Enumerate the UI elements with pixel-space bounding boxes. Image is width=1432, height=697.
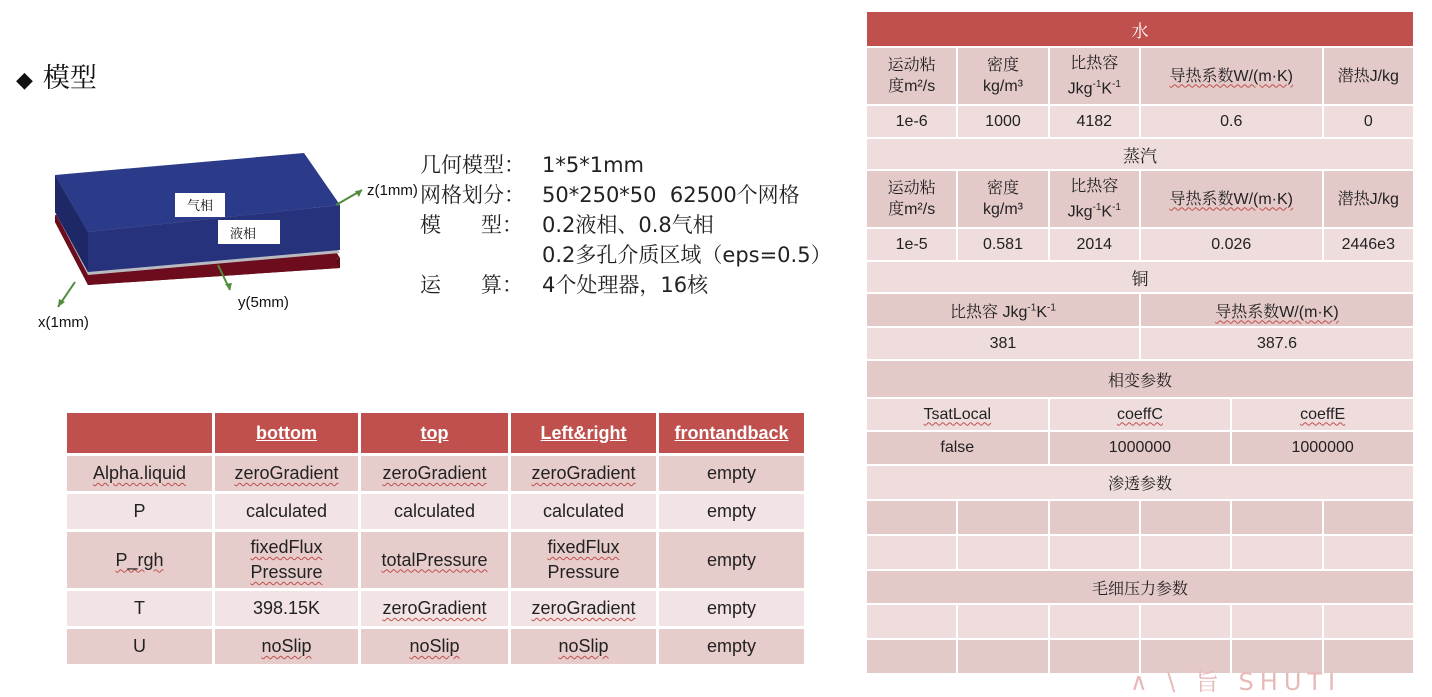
page-title-text: 模型	[42, 63, 97, 94]
blank-cell	[957, 604, 1048, 639]
blank-cell	[1231, 500, 1322, 535]
permeability-blank-row	[866, 535, 1414, 570]
phase-col-coeffe: coeffE	[1300, 405, 1346, 423]
vapor-col-cp-1: 比热容	[1070, 177, 1119, 195]
blank-cell	[866, 604, 957, 639]
info-model-row	[420, 210, 832, 240]
vapor-col-latent: 潜热J/kg	[1323, 170, 1414, 228]
cell-bottom: zeroGradient	[234, 463, 339, 483]
water-header-row	[866, 11, 1414, 47]
info-calc-value: 4个处理器，16核	[542, 273, 709, 297]
info-mesh-value: 50*250*50 62500个网格	[542, 183, 800, 207]
water-density: 1000	[957, 105, 1048, 138]
y-axis-label: y(5mm)	[238, 294, 289, 311]
material-properties-table	[865, 10, 1415, 675]
cell-name: P_rgh	[115, 549, 164, 570]
cell-top: noSlip	[409, 636, 460, 656]
vapor-title: 蒸汽	[866, 138, 1414, 170]
phase-tsat: false	[866, 431, 1049, 465]
copper-label-row: 比热容 $Jkg^{-1}K^{-1}$ 导热系数W/(m·K)	[866, 293, 1414, 327]
phase-col-tsat: TsatLocal	[923, 405, 992, 423]
vapor-label-row: 运动粘 度m²/s 密度 kg/m³ 比热容 $Jkg^{-1}K^{-1}$ 导热系数W/(m·K) 潜热J/kg	[866, 170, 1414, 228]
info-model-row-2	[420, 240, 832, 270]
info-geometry-key: 几何模型：	[420, 153, 525, 177]
blank-cell	[1140, 500, 1231, 535]
blank-cell	[1049, 500, 1140, 535]
blank-cell	[1140, 535, 1231, 570]
cell-left-right: zeroGradient	[531, 463, 636, 483]
water-latent: 0	[1323, 105, 1414, 138]
col-viscosity-1: 运动粘	[887, 57, 936, 74]
cell-bottom: noSlip	[261, 636, 312, 656]
permeability-title: 渗透参数	[866, 465, 1414, 500]
water-title: 水	[866, 11, 1414, 47]
cell-top: zeroGradient	[382, 598, 487, 618]
blank-cell	[1049, 604, 1140, 639]
vapor-col-density-2: kg/m³	[982, 201, 1023, 218]
col-conductivity: 导热系数W/(m·K)	[1169, 67, 1294, 85]
phase-coeffe: 1000000	[1231, 431, 1414, 465]
vapor-col-conductivity: 导热系数W/(m·K)	[1169, 190, 1294, 208]
cell-left-right-line1: fixedFlux	[547, 537, 620, 557]
cell-left-right: zeroGradient	[531, 598, 636, 618]
vapor-latent: 2446e3	[1323, 228, 1414, 261]
z-axis-label: z(1mm)	[367, 182, 418, 199]
cell-bottom: calculated	[214, 493, 360, 531]
blank-cell	[866, 535, 957, 570]
info-model-value-2: 0.2多孔介质区域（eps=0.5）	[542, 243, 832, 267]
col-cp-2: Jkg	[1067, 80, 1093, 98]
permeability-blank-row	[866, 500, 1414, 535]
gas-label: 气相	[187, 199, 214, 214]
vapor-cp: 2014	[1049, 228, 1140, 261]
cell-frontandback: empty	[658, 493, 806, 531]
copper-title: 铜	[866, 261, 1414, 293]
cell-left-right: calculated	[510, 493, 658, 531]
liquid-label: 液相	[230, 227, 257, 242]
table-row	[66, 628, 806, 666]
model-info	[420, 150, 832, 300]
cell-top: zeroGradient	[382, 463, 487, 483]
header-bottom: bottom	[214, 412, 360, 455]
capillary-title: 毛细压力参数	[866, 570, 1414, 604]
cell-bottom-line1: fixedFlux	[250, 537, 323, 557]
watermark-logo: ∧ \ 旨 SHUTI	[1130, 668, 1342, 696]
vapor-col-density-1: 密度	[986, 180, 1019, 197]
water-value-row	[866, 105, 1414, 138]
cell-frontandback: empty	[658, 531, 806, 590]
cell-bottom-line2: Pressure	[250, 562, 323, 582]
vapor-col-cp-2: Jkg	[1067, 203, 1093, 221]
header-top: top	[360, 412, 510, 455]
vapor-col-viscosity-1: 运动粘	[887, 180, 936, 197]
water-label-row: 运动粘 度m²/s 密度 kg/m³ 比热容 $Jkg^{-1}K^{-1}$ 导热系数W/(m·K) 潜热J/kg	[866, 47, 1414, 105]
table-row	[66, 590, 806, 628]
boundary-conditions-table	[64, 410, 807, 667]
blank-cell	[1323, 604, 1414, 639]
cell-left-right-line2: Pressure	[547, 562, 620, 582]
blank-cell	[1323, 500, 1414, 535]
water-conductivity: 0.6	[1140, 105, 1323, 138]
col-viscosity-2: 度m²/s	[888, 78, 936, 95]
cell-name: T	[66, 590, 214, 628]
header-frontandback: frontandback	[658, 412, 806, 455]
vapor-conductivity: 0.026	[1140, 228, 1323, 261]
phase-coeffc: 1000000	[1049, 431, 1232, 465]
blank-cell	[1140, 604, 1231, 639]
geometry-figure	[30, 150, 430, 340]
blank-cell	[866, 500, 957, 535]
blank-cell	[1323, 535, 1414, 570]
vapor-col-viscosity-2: 度m²/s	[888, 201, 936, 218]
cell-bottom: 398.15K	[214, 590, 360, 628]
blank-cell	[1049, 639, 1140, 674]
info-model-value-1: 0.2液相、0.8气相	[542, 213, 714, 237]
info-geometry-row	[420, 150, 832, 180]
cell-frontandback: empty	[658, 590, 806, 628]
copper-col-cp: 比热容 Jkg	[950, 303, 1028, 321]
cell-name: Alpha.liquid	[92, 463, 187, 483]
col-density-1: 密度	[986, 57, 1019, 74]
header-left-right: Left&right	[510, 412, 658, 455]
info-calc-row	[420, 270, 832, 300]
copper-conductivity: 387.6	[1140, 327, 1414, 360]
vapor-header-row	[866, 138, 1414, 170]
info-geometry-value: 1*5*1mm	[542, 153, 644, 177]
info-model-key: 模 型：	[420, 213, 524, 237]
col-density-2: kg/m³	[982, 78, 1023, 95]
copper-header-row	[866, 261, 1414, 293]
col-cp-1: 比热容	[1070, 54, 1119, 72]
cell-left-right: noSlip	[558, 636, 609, 656]
table-header-row	[66, 412, 806, 455]
header-empty	[66, 412, 214, 455]
cell-frontandback: empty	[658, 628, 806, 666]
info-mesh-row	[420, 180, 832, 210]
permeability-header-row	[866, 465, 1414, 500]
blank-cell	[957, 639, 1048, 674]
page-title	[16, 56, 97, 95]
phase-title: 相变参数	[866, 360, 1414, 398]
water-viscosity: 1e-6	[866, 105, 957, 138]
cell-top: totalPressure	[381, 549, 488, 570]
phase-col-coeffc: coeffC	[1116, 405, 1163, 423]
blank-cell	[866, 639, 957, 674]
phase-value-row	[866, 431, 1414, 465]
table-row	[66, 531, 806, 590]
capillary-blank-row	[866, 604, 1414, 639]
copper-value-row	[866, 327, 1414, 360]
diamond-bullet-icon: ◆	[16, 68, 33, 93]
table-row	[66, 455, 806, 493]
vapor-viscosity: 1e-5	[866, 228, 957, 261]
phase-label-row	[866, 398, 1414, 431]
vapor-density: 0.581	[957, 228, 1048, 261]
cell-frontandback: empty	[658, 455, 806, 493]
copper-cp: 381	[866, 327, 1140, 360]
blank-cell	[957, 535, 1048, 570]
capillary-header-row	[866, 570, 1414, 604]
cell-top: calculated	[360, 493, 510, 531]
vapor-value-row	[866, 228, 1414, 261]
info-mesh-key: 网格划分：	[420, 183, 525, 207]
blank-cell	[1231, 535, 1322, 570]
blank-cell	[1231, 604, 1322, 639]
cell-name: P	[66, 493, 214, 531]
col-latent: 潜热J/kg	[1323, 47, 1414, 105]
x-axis-label: x(1mm)	[38, 314, 89, 331]
water-cp: 4182	[1049, 105, 1140, 138]
blank-cell	[1049, 535, 1140, 570]
copper-col-conductivity: 导热系数W/(m·K)	[1215, 303, 1339, 321]
info-calc-key: 运 算：	[420, 273, 524, 297]
table-row	[66, 493, 806, 531]
phase-header-row	[866, 360, 1414, 398]
blank-cell	[957, 500, 1048, 535]
cell-name: U	[66, 628, 214, 666]
